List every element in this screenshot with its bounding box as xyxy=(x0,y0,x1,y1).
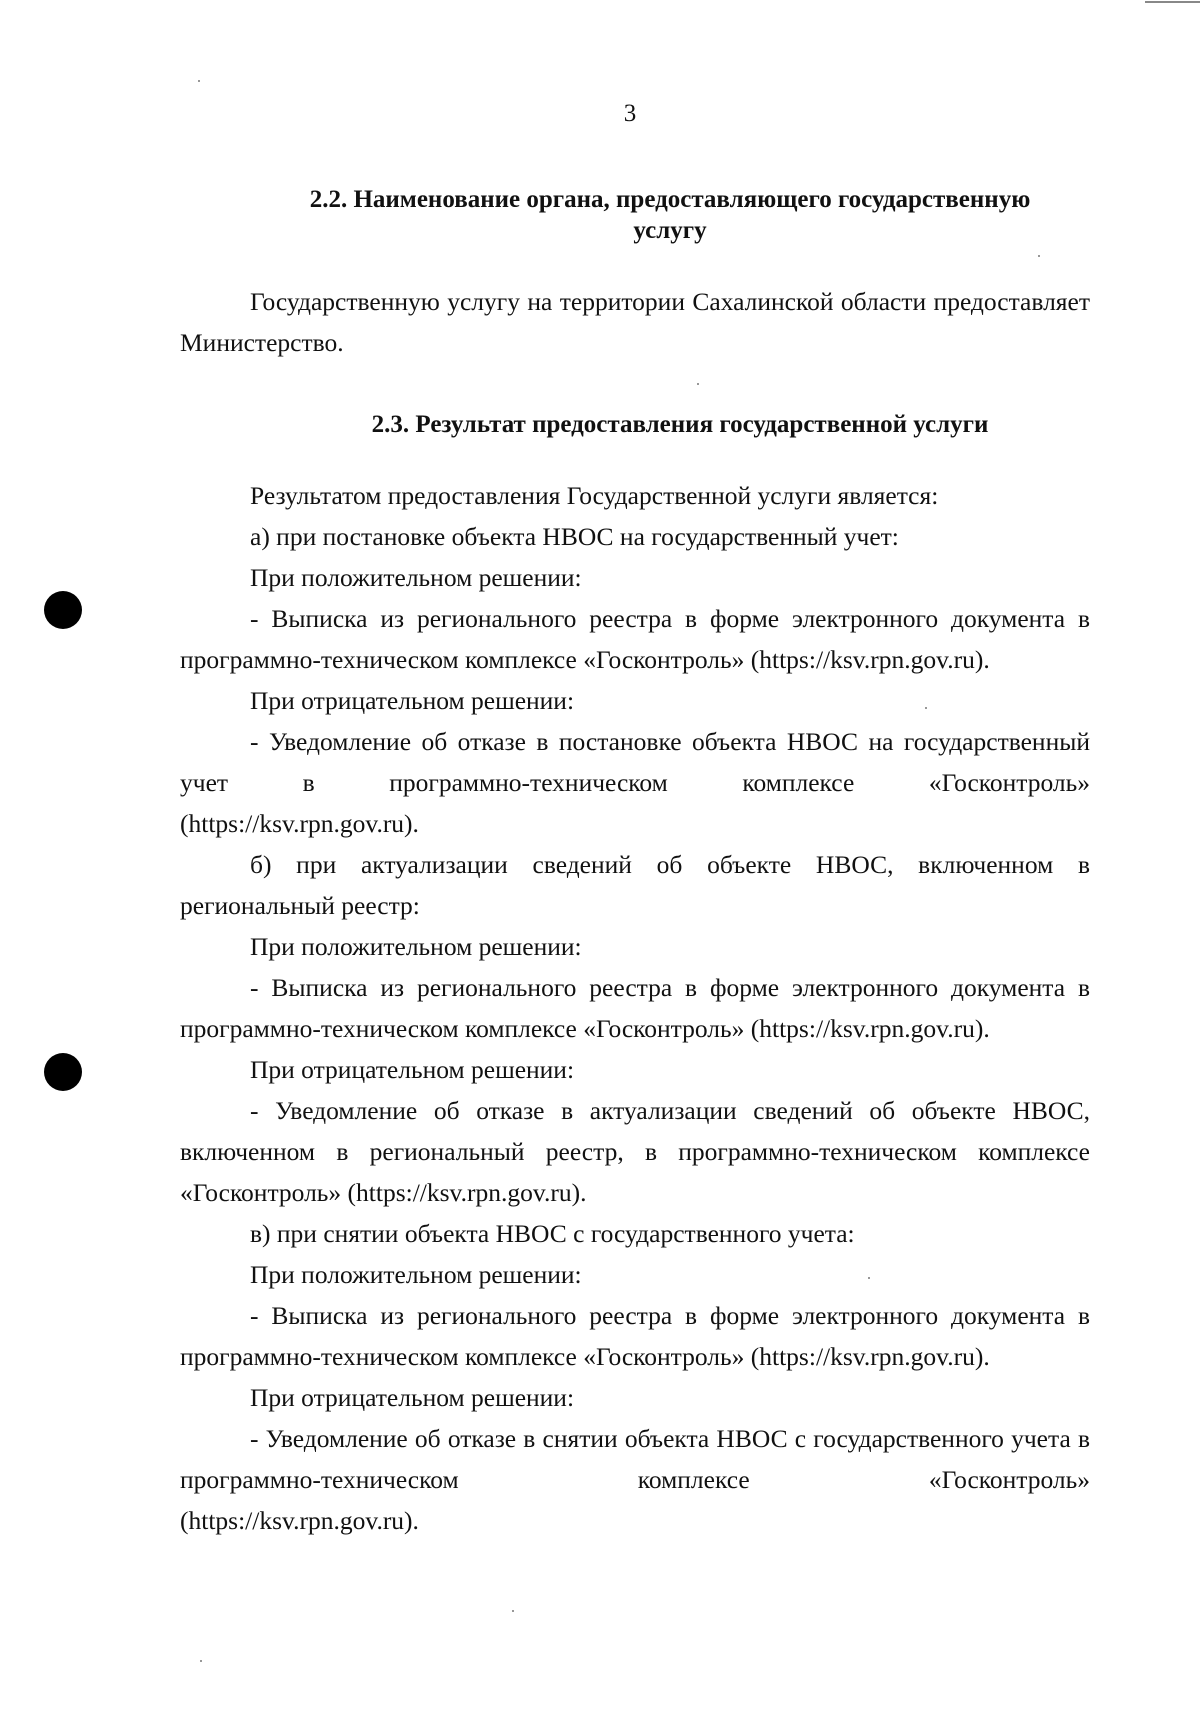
scan-speck xyxy=(512,1610,514,1612)
scan-speck xyxy=(697,383,699,385)
section-2-3-body xyxy=(180,475,1090,1541)
case-a-heading: а) при постановке объекта НВОС на государственный учет: xyxy=(250,522,899,551)
case-a-negative-result-url: (https://ksv.rpn.gov.ru). xyxy=(180,809,419,838)
positive-decision-label: При положительном решении: xyxy=(250,563,582,592)
case-a-negative-result: - Уведомление об отказе в постановке объекта НВОС на государственный учет в программно-техническом комплексе «Госконтроль» xyxy=(180,727,1090,797)
scan-speck xyxy=(200,1660,202,1662)
scan-edge-line xyxy=(1145,1,1200,3)
negative-decision-label: При отрицательном решении: xyxy=(250,1383,575,1412)
scan-speck xyxy=(1038,255,1040,257)
negative-decision-label: При отрицательном решении: xyxy=(250,1055,575,1084)
case-c-heading: в) при снятии объекта НВОС с государственного учета: xyxy=(250,1219,855,1248)
case-b-heading: б) при актуализации сведений об объекте НВОС, включенном в региональный реестр: xyxy=(180,850,1090,920)
punch-hole-bottom xyxy=(44,1053,82,1091)
section-2-2-body xyxy=(180,281,1090,363)
section-2-2-heading-line1: 2.2. Наименование органа, предоставляющего государственную xyxy=(309,186,1031,213)
positive-decision-label: При положительном решении: xyxy=(250,1260,582,1289)
case-a-positive-result: - Выписка из регионального реестра в форме электронного документа в программно-техническом комплексе «Госконтроль» (https://ksv.rpn.gov.ru). xyxy=(180,604,1090,674)
case-b-positive-result: - Выписка из регионального реестра в форме электронного документа в программно-техническом комплексе «Госконтроль» (https://ksv.rpn.gov.ru). xyxy=(180,973,1090,1043)
section-2-3-heading: 2.3. Результат предоставления государственной услуги xyxy=(371,411,989,438)
page-number: 3 xyxy=(623,100,637,127)
case-b-negative-result: - Уведомление об отказе в актуализации сведений об объекте НВОС, включенном в региональный реестр, в программно-техническом комплексе «Госконтроль» (https://ksv.rpn.gov.ru). xyxy=(180,1096,1090,1207)
section-2-2-paragraph: Государственную услугу на территории Сахалинской области предоставляет Министерство. xyxy=(180,287,1090,357)
case-c-negative-result: - Уведомление об отказе в снятии объекта НВОС с государственного учета в программно-техническом комплексе «Госконтроль» xyxy=(180,1424,1090,1494)
positive-decision-label: При положительном решении: xyxy=(250,932,582,961)
punch-hole-top xyxy=(44,591,82,629)
section-2-2-heading xyxy=(240,184,1100,246)
negative-decision-label: При отрицательном решении: xyxy=(250,686,575,715)
case-c-positive-result: - Выписка из регионального реестра в форме электронного документа в программно-техническом комплексе «Госконтроль» (https://ksv.rpn.gov.ru). xyxy=(180,1301,1090,1371)
section-2-2-heading-line2: услугу xyxy=(633,217,707,244)
case-c-negative-result-url: (https://ksv.rpn.gov.ru). xyxy=(180,1506,419,1535)
scan-speck xyxy=(198,80,200,82)
result-intro: Результатом предоставления Государственной услуги является: xyxy=(250,481,939,510)
